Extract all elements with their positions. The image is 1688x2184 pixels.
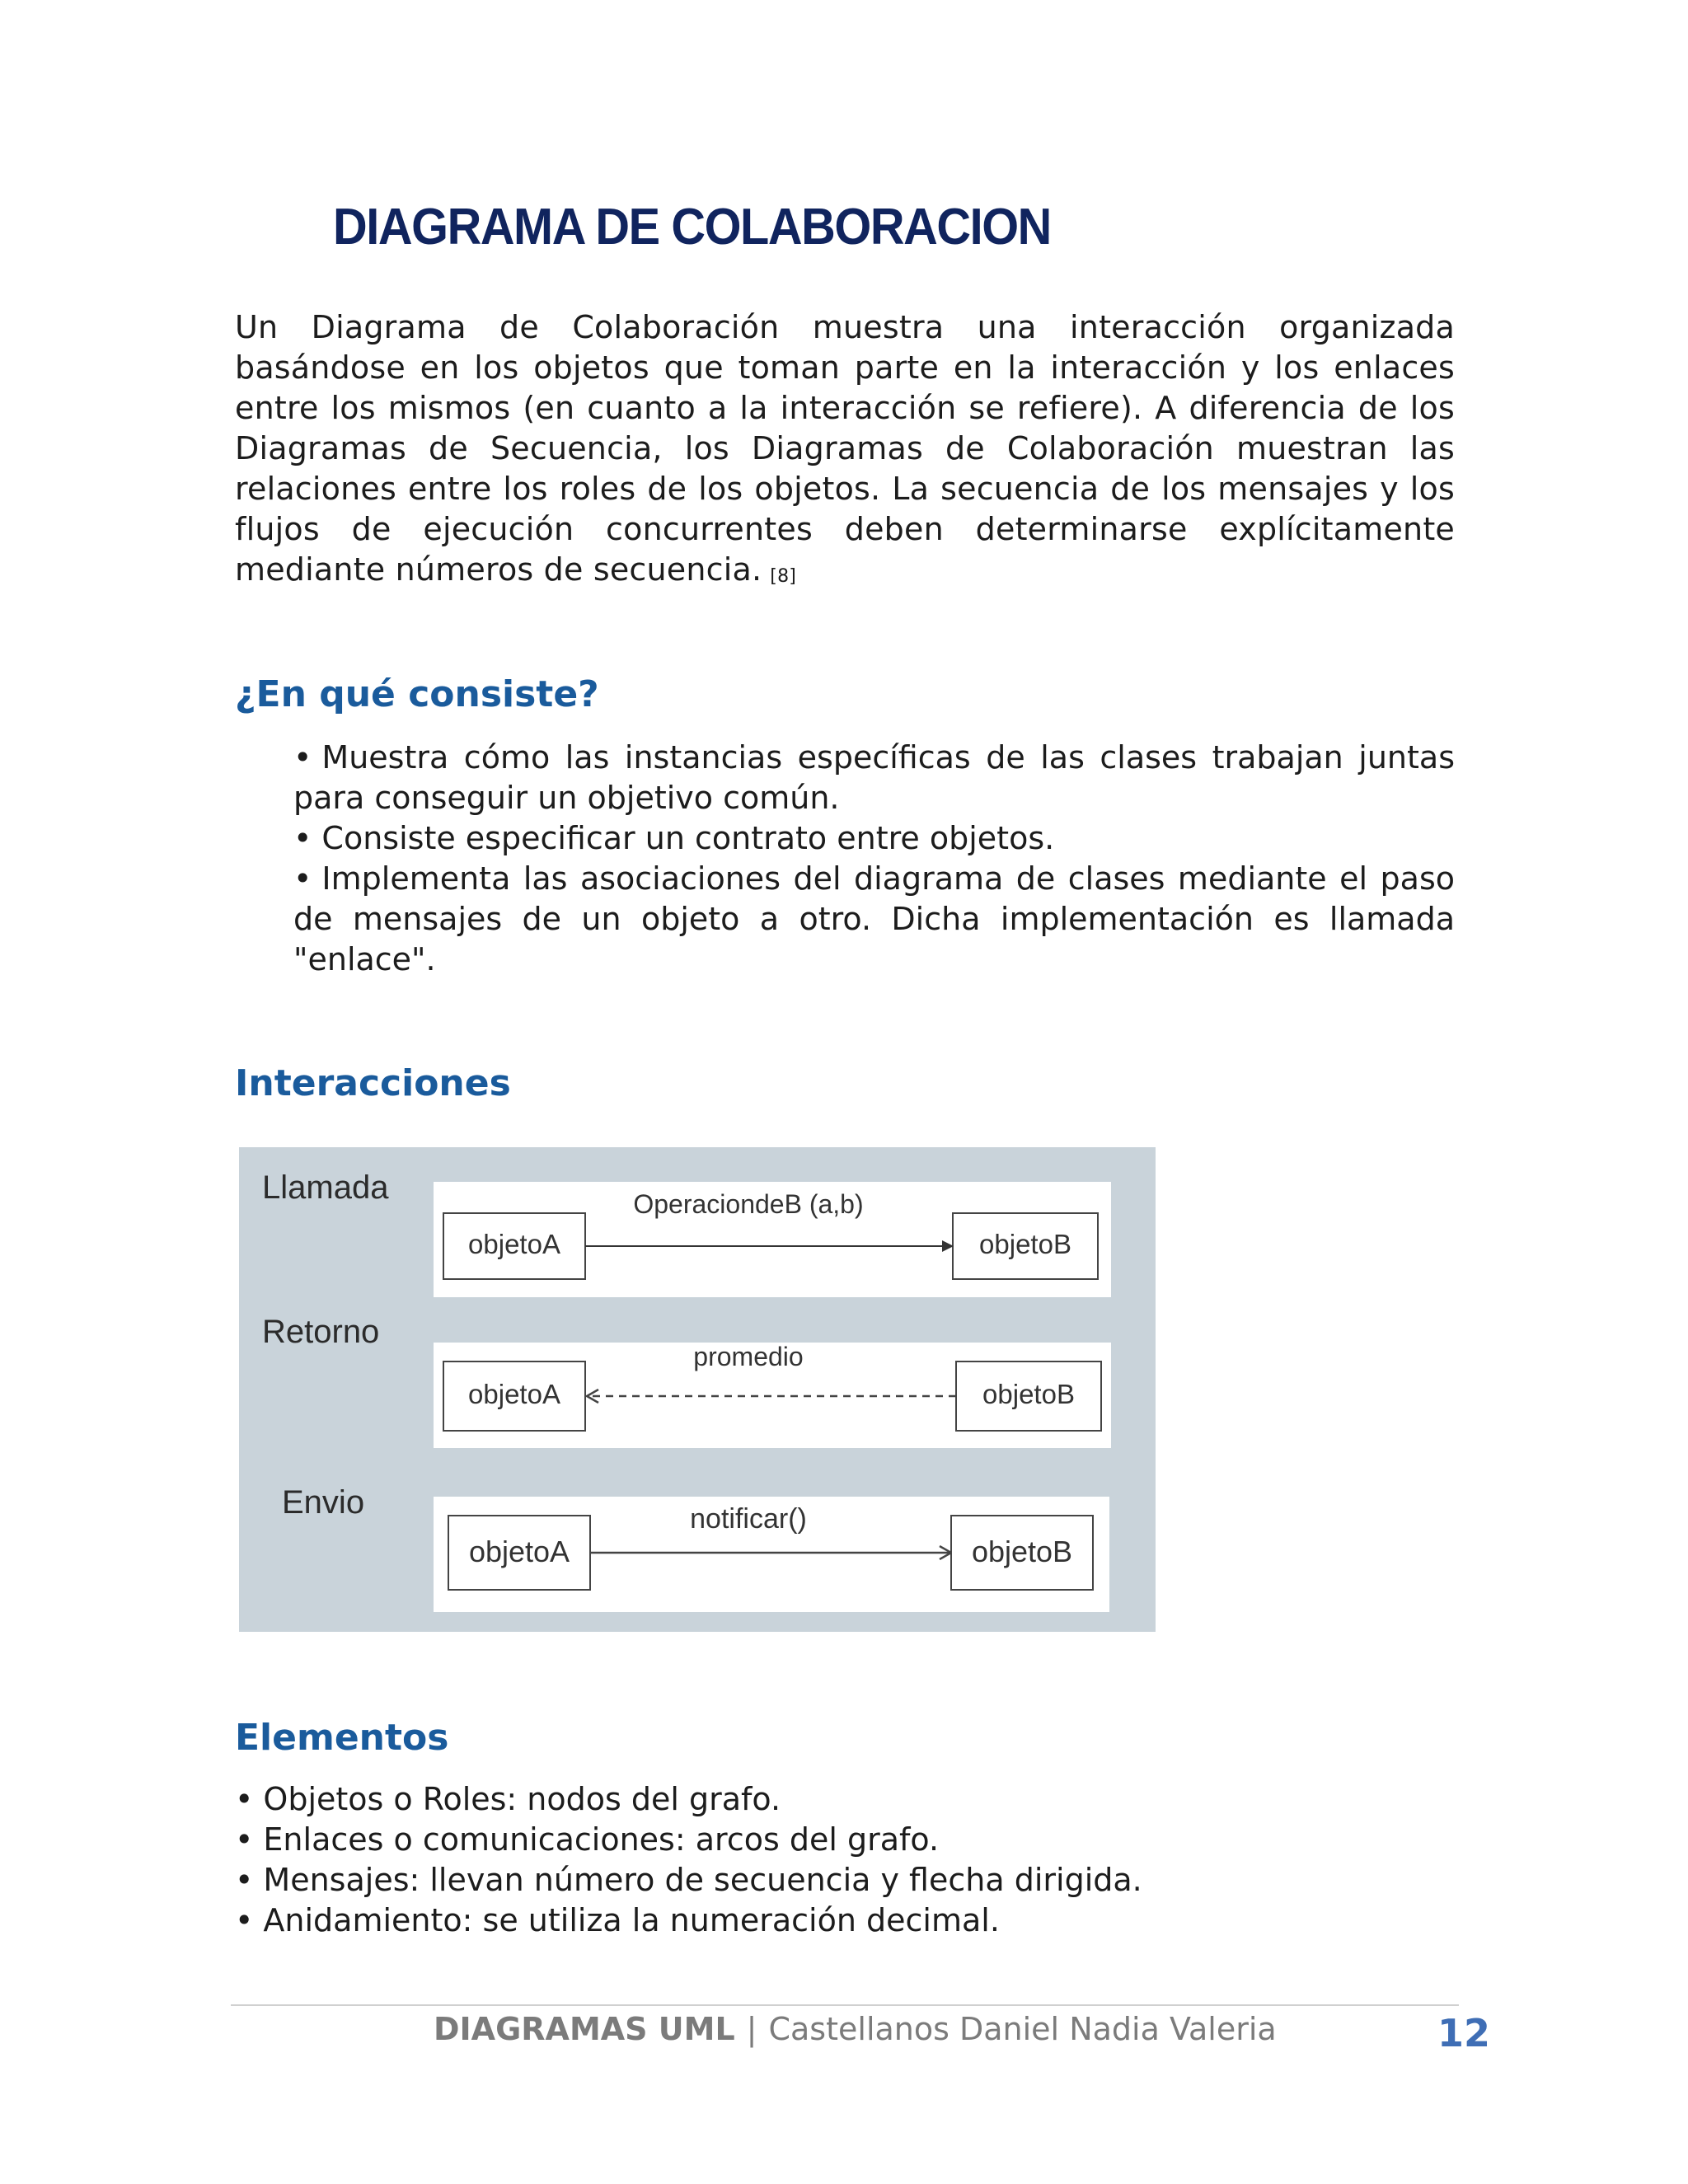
label-llamada: Llamada	[262, 1169, 389, 1206]
intro-text: Un Diagrama de Colaboración muestra una interacción organizada basándose en los objetos que toman parte en la interacción y los enlaces entre los mismos (en cuanto a la interacción se refiere). A diferencia de los Diagramas de Secuencia, los Diagramas de Colaboración muestran las relaciones entre los roles de los objetos. La secuencia de los mensajes y los flujos de ejecución concurrentes deben determinarse explícitamente mediante números de secuencia.	[235, 309, 1455, 588]
page-number: 12	[1437, 2011, 1491, 2055]
message-retorno: promedio	[693, 1342, 804, 1371]
bullet-icon: •	[293, 739, 312, 776]
list-item	[293, 738, 1455, 818]
object-label-source: objetoA	[468, 1229, 560, 1259]
list-item	[235, 1900, 1455, 1941]
object-label-target: objetoB	[982, 1379, 1075, 1409]
footer-author: Castellanos Daniel Nadia Valeria	[768, 2011, 1277, 2047]
footer-document-title: DIAGRAMAS UML	[434, 2011, 735, 2047]
list-item-text: Enlaces o comunicaciones: arcos del grafo.	[263, 1821, 940, 1858]
object-label-target: objetoB	[979, 1229, 1071, 1259]
label-envio: Envio	[282, 1484, 365, 1521]
footer-separator: |	[746, 2011, 757, 2047]
list-item-text: Objetos o Roles: nodos del grafo.	[263, 1781, 781, 1817]
list-item-text: Anidamiento: se utiliza la numeración decimal.	[263, 1902, 1000, 1938]
page-footer	[434, 2008, 1277, 2050]
bullet-icon: •	[293, 860, 312, 897]
bullet-icon: •	[235, 1862, 254, 1898]
list-item-text: Muestra cómo las instancias específicas de las clases trabajan juntas para conseguir un objetivo común.	[293, 739, 1455, 816]
elementos-list	[235, 1779, 1455, 1941]
list-item	[235, 1779, 1455, 1820]
section-heading-elementos: Elementos	[235, 1717, 449, 1759]
label-retorno: Retorno	[262, 1314, 380, 1350]
bullet-icon: •	[235, 1781, 254, 1817]
interactions-figure	[239, 1147, 1156, 1632]
list-item-text: Implementa las asociaciones del diagrama de clases mediante el paso de mensajes de un objeto a otro. Dicha implementación es llamada "enlace".	[293, 860, 1455, 977]
bullet-icon: •	[235, 1821, 254, 1858]
list-item-text: Mensajes: llevan número de secuencia y flecha dirigida.	[263, 1862, 1142, 1898]
list-item	[235, 1860, 1455, 1900]
citation-marker: [8]	[770, 566, 797, 587]
message-llamada: OperaciondeB (a,b)	[633, 1189, 864, 1219]
list-item	[293, 859, 1455, 980]
consiste-list	[293, 738, 1455, 980]
list-item	[293, 818, 1455, 859]
section-heading-consiste: ¿En qué consiste?	[235, 673, 599, 715]
section-heading-interacciones: Interacciones	[235, 1062, 511, 1104]
intro-paragraph	[235, 307, 1455, 597]
list-item	[235, 1820, 1455, 1860]
bullet-icon: •	[235, 1902, 254, 1938]
bullet-icon: •	[293, 820, 312, 856]
object-label-source: objetoA	[468, 1379, 560, 1409]
page-title: DIAGRAMA DE COLABORACION	[333, 199, 1051, 255]
object-label-target: objetoB	[971, 1535, 1073, 1568]
list-item-text: Consiste especificar un contrato entre objetos.	[321, 820, 1055, 856]
interactions-diagram	[239, 1147, 1156, 1632]
message-envio: notificar()	[690, 1503, 807, 1535]
object-label-source: objetoA	[468, 1535, 570, 1568]
footer-divider	[231, 2004, 1459, 2006]
